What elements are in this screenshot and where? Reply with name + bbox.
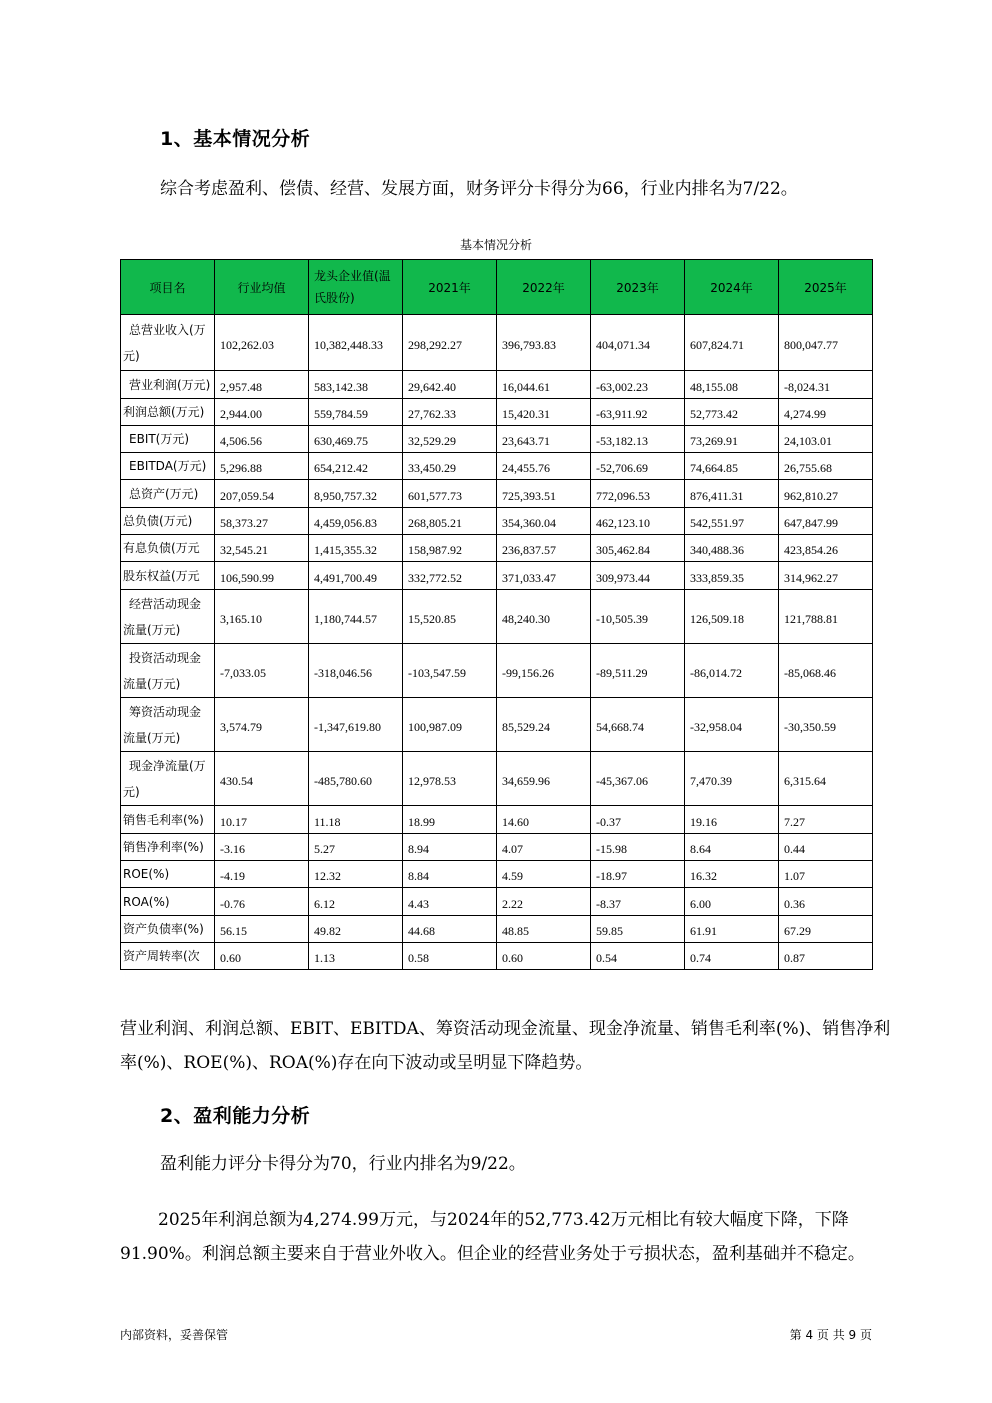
table-cell: 27,762.33 [403, 399, 497, 426]
table-cell: 32,529.29 [403, 426, 497, 453]
table-cell: 354,360.04 [497, 508, 591, 535]
table-cell: -318,046.56 [309, 644, 403, 698]
table-row [121, 834, 873, 861]
table-cell: 430.54 [215, 752, 309, 806]
row-label: 股东权益(万元 [121, 562, 215, 590]
table-cell: 6.00 [685, 888, 779, 916]
table-cell: 396,793.83 [497, 315, 591, 371]
table-cell: 56.15 [215, 916, 309, 943]
table-cell: 725,393.51 [497, 480, 591, 508]
table-cell: 559,784.59 [309, 399, 403, 426]
table-cell: 12,978.53 [403, 752, 497, 806]
table-cell: 29,642.40 [403, 371, 497, 399]
table-row [121, 453, 873, 480]
table-cell: -30,350.59 [779, 698, 873, 752]
table-cell: -3.16 [215, 834, 309, 861]
table-cell: 0.74 [685, 943, 779, 970]
table-cell: 2,944.00 [215, 399, 309, 426]
table-cell: 423,854.26 [779, 535, 873, 562]
table-cell: 876,411.31 [685, 480, 779, 508]
row-label: ROE(%) [121, 861, 215, 888]
table-cell: 4,274.99 [779, 399, 873, 426]
table-cell: 48,240.30 [497, 590, 591, 644]
table-row [121, 590, 873, 644]
table-cell: 2.22 [497, 888, 591, 916]
header-2021: 2021年 [403, 260, 497, 315]
row-label: 资产周转率(次 [121, 943, 215, 970]
trend-note: 营业利润、利润总额、EBIT、EBITDA、筹资活动现金流量、现金净流量、销售毛利率(%)、销售净利率(%)、ROE(%)、ROA(%)存在向下波动或呈明显下降趋势。 [120, 1019, 891, 1073]
table-cell: 8.64 [685, 834, 779, 861]
table-cell: 58,373.27 [215, 508, 309, 535]
table-cell: 647,847.99 [779, 508, 873, 535]
table-cell: 61.91 [685, 916, 779, 943]
row-label: 总负债(万元) [121, 508, 215, 535]
table-cell: 158,987.92 [403, 535, 497, 562]
row-label: 资产负债率(%) [121, 916, 215, 943]
row-label: 利润总额(万元) [121, 399, 215, 426]
table-header-row [121, 260, 873, 315]
table-row [121, 806, 873, 834]
table-cell: 73,269.91 [685, 426, 779, 453]
table-row [121, 644, 873, 698]
table-cell: 102,262.03 [215, 315, 309, 371]
table-row [121, 480, 873, 508]
table-cell: -15.98 [591, 834, 685, 861]
table-cell: -10,505.39 [591, 590, 685, 644]
table-cell: 49.82 [309, 916, 403, 943]
header-industry-avg: 行业均值 [215, 260, 309, 315]
table-cell: 1,415,355.32 [309, 535, 403, 562]
table-row [121, 698, 873, 752]
table-cell: -8,024.31 [779, 371, 873, 399]
table-cell: -89,511.29 [591, 644, 685, 698]
header-2025: 2025年 [779, 260, 873, 315]
table-cell: 85,529.24 [497, 698, 591, 752]
table-row [121, 371, 873, 399]
section2-analysis: 2025年利润总额为4,274.99万元，与2024年的52,773.42万元相比有较大幅度下降，下降91.90%。利润总额主要来自于营业外收入。但企业的经营业务处于亏损状态，盈利基础并不稳定。 [120, 1210, 865, 1264]
section2-heading: 2、盈利能力分析 [160, 1105, 311, 1127]
table-cell: 19.16 [685, 806, 779, 834]
table-cell: 0.87 [779, 943, 873, 970]
table-row [121, 861, 873, 888]
table-cell: 0.58 [403, 943, 497, 970]
row-label: 营业利润(万元) [121, 371, 215, 399]
footer-page-number: 第 4 页 共 9 页 [789, 1328, 872, 1342]
table-cell: -32,958.04 [685, 698, 779, 752]
section1-heading: 1、基本情况分析 [160, 128, 311, 150]
table-cell: 24,103.01 [779, 426, 873, 453]
table-cell: 5.27 [309, 834, 403, 861]
table-cell: 462,123.10 [591, 508, 685, 535]
table-cell: -63,002.23 [591, 371, 685, 399]
table-cell: -1,347,619.80 [309, 698, 403, 752]
row-label: 有息负债(万元 [121, 535, 215, 562]
table-cell: 333,859.35 [685, 562, 779, 590]
table-row [121, 916, 873, 943]
table-cell: 8,950,757.32 [309, 480, 403, 508]
table-cell: 314,962.27 [779, 562, 873, 590]
row-label: 经营活动现金流量(万元) [121, 590, 215, 644]
table-cell: 34,659.96 [497, 752, 591, 806]
table-cell: 44.68 [403, 916, 497, 943]
table-cell: -53,182.13 [591, 426, 685, 453]
row-label: 投资活动现金流量(万元) [121, 644, 215, 698]
header-2024: 2024年 [685, 260, 779, 315]
table-cell: 654,212.42 [309, 453, 403, 480]
row-label: 总营业收入(万元) [121, 315, 215, 371]
table-cell: 18.99 [403, 806, 497, 834]
table-cell: 340,488.36 [685, 535, 779, 562]
table-row [121, 399, 873, 426]
table-cell: 0.44 [779, 834, 873, 861]
table-cell: 772,096.53 [591, 480, 685, 508]
table-cell: 309,973.44 [591, 562, 685, 590]
table-cell: 48,155.08 [685, 371, 779, 399]
section1-summary: 综合考虑盈利、偿债、经营、发展方面，财务评分卡得分为66，行业内排名为7/22。 [160, 179, 798, 199]
table-cell: 4,491,700.49 [309, 562, 403, 590]
table-cell: 236,837.57 [497, 535, 591, 562]
table-cell: 67.29 [779, 916, 873, 943]
table-cell: 1.07 [779, 861, 873, 888]
header-2022: 2022年 [497, 260, 591, 315]
table-cell: 607,824.71 [685, 315, 779, 371]
section2-score: 盈利能力评分卡得分为70，行业内排名为9/22。 [160, 1154, 526, 1174]
table-cell: 10,382,448.33 [309, 315, 403, 371]
table-cell: 4.59 [497, 861, 591, 888]
table-cell: 10.17 [215, 806, 309, 834]
table-cell: 12.32 [309, 861, 403, 888]
table-cell: 52,773.42 [685, 399, 779, 426]
table-row [121, 562, 873, 590]
table-row [121, 752, 873, 806]
table-cell: -8.37 [591, 888, 685, 916]
table-cell: -7,033.05 [215, 644, 309, 698]
row-label: EBIT(万元) [121, 426, 215, 453]
table-cell: 3,165.10 [215, 590, 309, 644]
table-cell: -63,911.92 [591, 399, 685, 426]
table-cell: 7,470.39 [685, 752, 779, 806]
table-cell: 32,545.21 [215, 535, 309, 562]
table-cell: 8.84 [403, 861, 497, 888]
table-cell: -86,014.72 [685, 644, 779, 698]
table-row [121, 943, 873, 970]
table-cell: -4.19 [215, 861, 309, 888]
table-caption: 基本情况分析 [459, 238, 532, 252]
table-cell: -99,156.26 [497, 644, 591, 698]
table-cell: 305,462.84 [591, 535, 685, 562]
table-cell: -485,780.60 [309, 752, 403, 806]
table-row [121, 426, 873, 453]
table-cell: 3,574.79 [215, 698, 309, 752]
table-cell: 59.85 [591, 916, 685, 943]
table-cell: 298,292.27 [403, 315, 497, 371]
table-cell: 0.36 [779, 888, 873, 916]
table-cell: 1.13 [309, 943, 403, 970]
table-cell: 8.94 [403, 834, 497, 861]
table-cell: 74,664.85 [685, 453, 779, 480]
table-cell: 15,520.85 [403, 590, 497, 644]
footer-confidential: 内部资料，妥善保管 [120, 1328, 229, 1342]
table-cell: 962,810.27 [779, 480, 873, 508]
table-cell: 26,755.68 [779, 453, 873, 480]
header-2023: 2023年 [591, 260, 685, 315]
table-cell: 4.43 [403, 888, 497, 916]
table-row [121, 535, 873, 562]
table-cell: 33,450.29 [403, 453, 497, 480]
row-label: ROA(%) [121, 888, 215, 916]
table-cell: -45,367.06 [591, 752, 685, 806]
table-cell: 121,788.81 [779, 590, 873, 644]
row-label: 销售净利率(%) [121, 834, 215, 861]
table-cell: -85,068.46 [779, 644, 873, 698]
table-cell: -0.37 [591, 806, 685, 834]
table-cell: -103,547.59 [403, 644, 497, 698]
header-leader-value: 龙头企业值(温氏股份) [309, 260, 403, 315]
table-cell: 24,455.76 [497, 453, 591, 480]
table-cell: 7.27 [779, 806, 873, 834]
table-cell: 126,509.18 [685, 590, 779, 644]
table-cell: 583,142.38 [309, 371, 403, 399]
table-cell: 14.60 [497, 806, 591, 834]
table-cell: 601,577.73 [403, 480, 497, 508]
table-cell: -18.97 [591, 861, 685, 888]
table-cell: 16,044.61 [497, 371, 591, 399]
table-cell: 2,957.48 [215, 371, 309, 399]
table-cell: 371,033.47 [497, 562, 591, 590]
table-cell: 15,420.31 [497, 399, 591, 426]
table-cell: 48.85 [497, 916, 591, 943]
header-item-name: 项目名 [121, 260, 215, 315]
table-cell: 404,071.34 [591, 315, 685, 371]
table-cell: 11.18 [309, 806, 403, 834]
table-cell: 23,643.71 [497, 426, 591, 453]
table-cell: 4,459,056.83 [309, 508, 403, 535]
table-cell: 542,551.97 [685, 508, 779, 535]
table-cell: 630,469.75 [309, 426, 403, 453]
table-cell: 1,180,744.57 [309, 590, 403, 644]
row-label: EBITDA(万元) [121, 453, 215, 480]
row-label: 总资产(万元) [121, 480, 215, 508]
table-cell: -0.76 [215, 888, 309, 916]
table-row [121, 508, 873, 535]
table-row [121, 315, 873, 371]
row-label: 销售毛利率(%) [121, 806, 215, 834]
table-cell: 106,590.99 [215, 562, 309, 590]
table-cell: 5,296.88 [215, 453, 309, 480]
table-cell: 4.07 [497, 834, 591, 861]
table-cell: 0.60 [497, 943, 591, 970]
financial-table [120, 259, 873, 970]
table-cell: -52,706.69 [591, 453, 685, 480]
table-row [121, 888, 873, 916]
row-label: 现金净流量(万元) [121, 752, 215, 806]
table-cell: 54,668.74 [591, 698, 685, 752]
table-cell: 0.60 [215, 943, 309, 970]
table-cell: 100,987.09 [403, 698, 497, 752]
table-cell: 332,772.52 [403, 562, 497, 590]
table-cell: 4,506.56 [215, 426, 309, 453]
table-cell: 800,047.77 [779, 315, 873, 371]
table-cell: 16.32 [685, 861, 779, 888]
table-cell: 0.54 [591, 943, 685, 970]
table-cell: 6.12 [309, 888, 403, 916]
table-cell: 268,805.21 [403, 508, 497, 535]
table-cell: 207,059.54 [215, 480, 309, 508]
row-label: 筹资活动现金流量(万元) [121, 698, 215, 752]
table-cell: 6,315.64 [779, 752, 873, 806]
